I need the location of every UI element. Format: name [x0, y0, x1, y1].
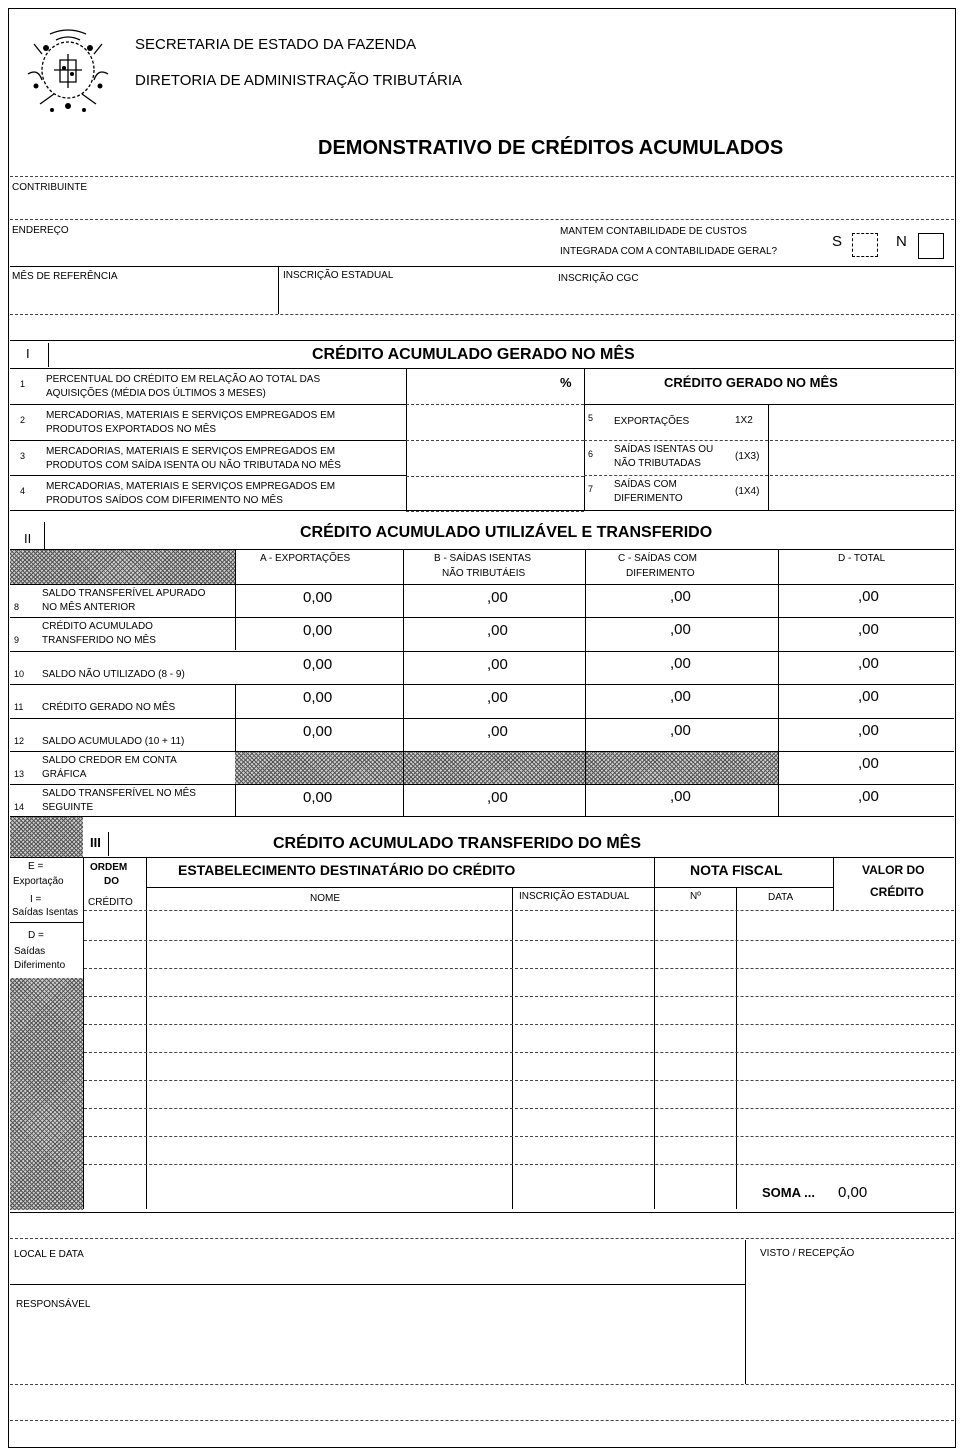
label-mantem-2: INTEGRADA COM A CONTABILIDADE GERAL?: [560, 246, 778, 257]
value-a: 0,00: [303, 689, 333, 706]
value-d: ,00: [858, 755, 879, 772]
divider: [146, 887, 833, 888]
row-label: EXPORTAÇÕES: [614, 416, 690, 427]
value-b: ,00: [487, 723, 508, 740]
divider: [10, 176, 954, 177]
section-2-roman: II: [24, 531, 32, 546]
label-mantem-1: MANTEM CONTABILIDADE DE CUSTOS: [560, 226, 747, 237]
legend-i: I =: [30, 894, 42, 905]
divider: [10, 684, 954, 685]
table-row[interactable]: [84, 940, 954, 941]
divider: [745, 1240, 746, 1384]
divider: [584, 404, 954, 405]
column-header: NÃO TRIBUTÁEIS: [442, 568, 526, 579]
row-number: 10: [14, 669, 25, 679]
legend-i-desc: Saídas Isentas: [12, 907, 79, 918]
divider: [10, 584, 954, 585]
nome-label: NOME: [310, 893, 340, 904]
checkbox-s[interactable]: [852, 233, 878, 257]
divider: [584, 475, 954, 476]
divider: [10, 475, 406, 476]
nota-fiscal-title: NOTA FISCAL: [690, 862, 783, 878]
form-title: DEMONSTRATIVO DE CRÉDITOS ACUMULADOS: [318, 137, 784, 159]
value-c: ,00: [670, 688, 691, 705]
divider: [10, 922, 83, 923]
row-number: 12: [14, 736, 25, 746]
row-label: SAÍDAS COM: [614, 479, 677, 490]
divider: [10, 340, 954, 341]
divider: [10, 718, 954, 719]
row-number: 6: [588, 449, 594, 459]
label-inscricao-estadual: INSCRIÇÃO ESTADUAL: [283, 270, 394, 281]
credito-gerado-title: CRÉDITO GERADO NO MÊS: [664, 375, 838, 390]
value-b: ,00: [487, 622, 508, 639]
divider: [10, 1238, 954, 1239]
section-3-title: CRÉDITO ACUMULADO TRANSFERIDO DO MÊS: [273, 835, 641, 852]
label-contribuinte: CONTRIBUINTE: [12, 182, 87, 193]
divider: [10, 404, 406, 405]
row-number: 9: [14, 635, 20, 645]
value-a: 0,00: [303, 589, 333, 606]
divider: [84, 910, 954, 911]
divider: [108, 832, 109, 856]
row-label: SALDO NÃO UTILIZADO (8 - 9): [42, 669, 185, 680]
divider: [235, 684, 236, 751]
divider: [235, 784, 236, 816]
checkbox-n[interactable]: [918, 233, 944, 259]
label-visto-recepcao: VISTO / RECEPÇÃO: [760, 1248, 855, 1259]
header-secretaria: SECRETARIA DE ESTADO DA FAZENDA: [135, 36, 417, 53]
value-d: ,00: [858, 655, 879, 672]
divider: [406, 440, 584, 441]
divider: [768, 404, 769, 510]
value-d: ,00: [858, 688, 879, 705]
divider: [235, 550, 236, 650]
value-b: ,00: [487, 589, 508, 606]
divider: [10, 219, 954, 220]
form-page: [8, 8, 956, 1448]
table-row[interactable]: [84, 996, 954, 997]
label-s: S: [832, 233, 843, 250]
row-number: 8: [14, 602, 20, 612]
row-factor: (1X4): [735, 486, 760, 497]
hatched-area: [10, 978, 83, 1210]
row-number: 11: [14, 702, 24, 712]
valor-label-1: VALOR DO: [862, 863, 925, 877]
soma-value: 0,00: [838, 1184, 868, 1201]
divider: [10, 857, 954, 858]
value-c: ,00: [670, 588, 691, 605]
row-number: 13: [14, 769, 25, 779]
row-label: SALDO TRANSFERÍVEL APURADO: [42, 588, 206, 599]
row-label: GRÁFICA: [42, 769, 87, 780]
divider: [406, 368, 407, 510]
row-label: TRANSFERIDO NO MÊS: [42, 635, 156, 646]
value-c: ,00: [670, 655, 691, 672]
ordem-label-1: ORDEM: [90, 862, 128, 873]
section-1-roman: I: [26, 346, 30, 361]
hatched-area: [235, 751, 778, 784]
legend-d: D =: [28, 930, 44, 941]
divider: [403, 550, 404, 816]
value-c: ,00: [670, 788, 691, 805]
row-factor: 1X2: [735, 415, 753, 426]
divider: [833, 857, 834, 911]
column-header: D - TOTAL: [838, 553, 886, 564]
section-2-title: CRÉDITO ACUMULADO UTILIZÁVEL E TRANSFERIDO: [300, 524, 713, 541]
label-mes-referencia: MÊS DE REFERÊNCIA: [12, 271, 118, 282]
divider: [10, 314, 954, 315]
table-row[interactable]: [84, 968, 954, 969]
table-row[interactable]: [84, 1052, 954, 1053]
row-label: PRODUTOS COM SAÍDA ISENTA OU NÃO TRIBUTADA NO MÊS: [46, 460, 341, 471]
valor-label-2: CRÉDITO: [870, 885, 924, 899]
divider: [10, 651, 954, 652]
row-label: NO MÊS ANTERIOR: [42, 602, 136, 613]
label-local-data: LOCAL E DATA: [14, 1249, 84, 1260]
legend-e: E =: [28, 861, 44, 872]
row-number: 4: [20, 486, 26, 496]
column-header: B - SAÍDAS ISENTAS: [434, 553, 532, 564]
value-a: 0,00: [303, 723, 333, 740]
value-d: ,00: [858, 788, 879, 805]
value-d: ,00: [858, 588, 879, 605]
divider: [778, 550, 779, 816]
row-label: SAÍDAS ISENTAS OU: [614, 444, 714, 455]
state-seal-icon: [20, 24, 116, 116]
divider: [10, 1284, 745, 1285]
value-c: ,00: [670, 621, 691, 638]
label-inscricao-cgc: INSCRIÇÃO CGC: [558, 273, 639, 284]
label-responsavel: RESPONSÁVEL: [16, 1299, 91, 1310]
divider: [48, 343, 49, 367]
soma-label: SOMA ...: [762, 1185, 815, 1200]
value-d: ,00: [858, 722, 879, 739]
row-label: SALDO TRANSFERÍVEL NO MÊS: [42, 788, 196, 799]
table-row[interactable]: [84, 1024, 954, 1025]
value-a: 0,00: [303, 789, 333, 806]
table-row[interactable]: [84, 1164, 954, 1165]
divider: [10, 784, 954, 785]
section-1-title: CRÉDITO ACUMULADO GERADO NO MÊS: [312, 346, 635, 363]
divider: [278, 266, 279, 314]
divider: [406, 511, 584, 512]
table-row[interactable]: [84, 1136, 954, 1137]
row-label: NÃO TRIBUTADAS: [614, 458, 701, 469]
divider: [10, 1420, 954, 1421]
value-b: ,00: [487, 789, 508, 806]
row-label: AQUISIÇÕES (MÉDIA DOS ÚLTIMOS 3 MESES): [46, 388, 266, 399]
numero-label: Nº: [690, 891, 701, 902]
divider: [406, 404, 584, 405]
row-number: 3: [20, 451, 26, 461]
table-row[interactable]: [84, 1108, 954, 1109]
estabelecimento-title: ESTABELECIMENTO DESTINATÁRIO DO CRÉDITO: [178, 862, 516, 878]
label-endereco: ENDEREÇO: [12, 225, 69, 236]
row-label: PERCENTUAL DO CRÉDITO EM RELAÇÃO AO TOTAL DAS: [46, 374, 321, 385]
row-label: PRODUTOS SAÍDOS COM DIFERIMENTO NO MÊS: [46, 495, 283, 506]
row-number: 7: [588, 484, 594, 494]
row-label: CRÉDITO ACUMULADO: [42, 621, 153, 632]
value-d: ,00: [858, 621, 879, 638]
divider: [585, 550, 586, 816]
row-number: 1: [20, 379, 26, 389]
divider: [512, 887, 513, 1209]
value-b: ,00: [487, 656, 508, 673]
row-number: 14: [14, 802, 25, 812]
ordem-label-2: DO: [104, 876, 119, 887]
inscricao-label: INSCRIÇÃO ESTADUAL: [519, 891, 630, 902]
divider: [10, 266, 954, 267]
legend-e-desc: Exportação: [13, 876, 64, 887]
label-n: N: [896, 233, 907, 250]
value-a: 0,00: [303, 622, 333, 639]
row-label: PRODUTOS EXPORTADOS NO MÊS: [46, 424, 217, 435]
column-header: A - EXPORTAÇÕES: [260, 553, 351, 564]
divider: [10, 1212, 954, 1213]
hatched-area: [10, 817, 83, 857]
row-label: DIFERIMENTO: [614, 493, 683, 504]
hatched-area: [10, 550, 235, 584]
divider: [10, 510, 954, 511]
divider: [10, 440, 406, 441]
divider: [10, 1384, 954, 1385]
row-label: SALDO ACUMULADO (10 + 11): [42, 736, 185, 747]
value-c: ,00: [670, 722, 691, 739]
divider: [10, 816, 954, 817]
column-header: DIFERIMENTO: [626, 568, 695, 579]
divider: [10, 368, 954, 369]
section-3-roman: III: [90, 835, 101, 850]
row-label: SEGUINTE: [42, 802, 94, 813]
legend-d-desc-2: Diferimento: [14, 960, 66, 971]
row-label: SALDO CREDOR EM CONTA: [42, 755, 177, 766]
divider: [736, 887, 737, 1209]
row-label: MERCADORIAS, MATERIAIS E SERVIÇOS EMPREGADOS EM: [46, 446, 336, 457]
divider: [10, 617, 954, 618]
legend-d-desc-1: Saídas: [14, 946, 46, 957]
value-b: ,00: [487, 689, 508, 706]
data-label: DATA: [768, 892, 794, 903]
table-row[interactable]: [84, 1080, 954, 1081]
divider: [406, 476, 584, 477]
ordem-label-3: CRÉDITO: [88, 897, 133, 908]
percent-sign: %: [560, 375, 572, 390]
row-label: MERCADORIAS, MATERIAIS E SERVIÇOS EMPREGADOS EM: [46, 410, 336, 421]
header-diretoria: DIRETORIA DE ADMINISTRAÇÃO TRIBUTÁRIA: [135, 72, 462, 89]
column-header: C - SAÍDAS COM: [618, 553, 697, 564]
divider: [584, 440, 954, 441]
divider: [44, 522, 45, 550]
row-number: 5: [588, 413, 594, 423]
divider: [10, 751, 954, 752]
row-label: MERCADORIAS, MATERIAIS E SERVIÇOS EMPREGADOS EM: [46, 481, 336, 492]
divider: [584, 368, 585, 510]
row-factor: (1X3): [735, 451, 760, 462]
row-label: CRÉDITO GERADO NO MÊS: [42, 702, 176, 713]
row-number: 2: [20, 415, 26, 425]
value-a: 0,00: [303, 656, 333, 673]
